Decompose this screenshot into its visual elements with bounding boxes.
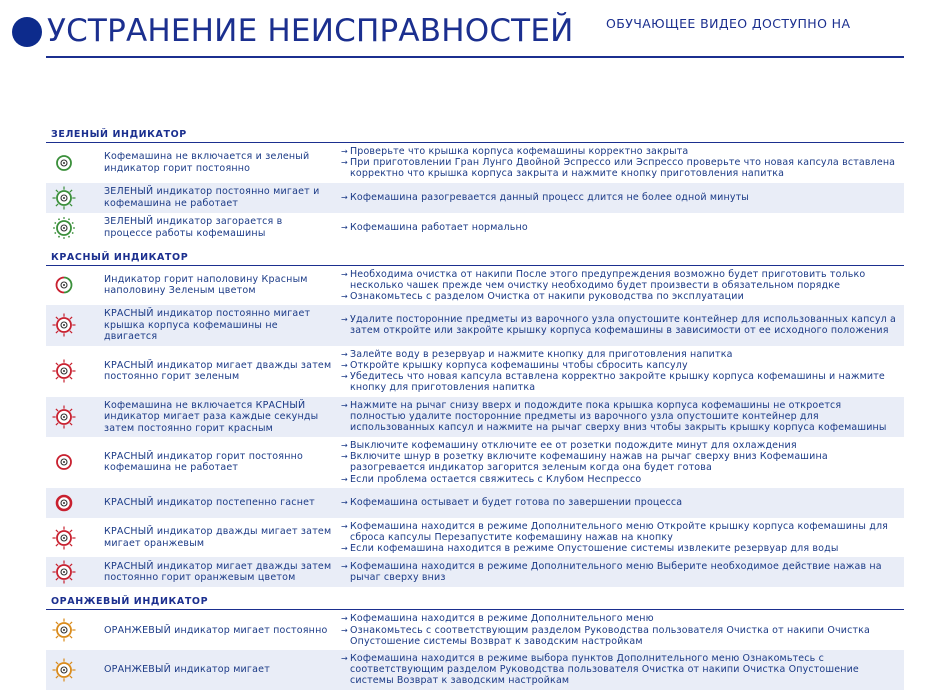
solution-list <box>332 653 904 687</box>
problem-text: КРАСНЫЙ индикатор мигает дважды затем постоянно горит зеленым <box>104 359 332 383</box>
red-blinking-indicator-icon <box>46 359 82 383</box>
solution-item: → Кофемашина находится в режиме Дополнительного меню Откройте крышку корпуса кофемашины для сброса капсулы Перезапустите кофемашину нажав на кнопку <box>342 521 898 543</box>
table-row <box>46 266 904 306</box>
problem-text: КРАСНЫЙ индикатор постоянно мигает крышка корпуса кофемашины не двигается <box>104 308 311 343</box>
table-row <box>46 397 904 438</box>
green-dotted-indicator-icon <box>46 216 82 240</box>
problem-text: КРАСНЫЙ индикатор постепенно гаснет <box>104 497 315 509</box>
solution-list <box>332 521 904 555</box>
page-header <box>0 0 950 60</box>
solution-item: → Ознакомьтесь с разделом Очистка от накипи руководства по эксплуатации <box>342 291 898 302</box>
solution-item: → Кофемашина находится в режиме Дополнительного меню Выберите необходимое действие нажав на рычаг сверху вниз <box>342 561 898 583</box>
solution-item: → Ознакомьтесь с соответствующим разделом Руководства пользователя Очистка от накипи Очистка Опустошение системы Возврат к заводским настройкам <box>342 625 898 647</box>
red-blinking-indicator-icon <box>46 526 82 550</box>
table-row <box>46 183 904 213</box>
table-row <box>46 518 904 558</box>
section-title: ЗЕЛЕНЫЙ ИНДИКАТОР <box>51 129 187 140</box>
solution-list <box>332 497 904 508</box>
table-row <box>46 650 904 690</box>
table-row <box>46 143 904 183</box>
solution-list <box>332 400 904 434</box>
solution-item: → Откройте крышку корпуса кофемашины чтобы сбросить капсулу <box>342 360 898 371</box>
brand-dot <box>12 17 42 47</box>
problem-text: ОРАНЖЕВЫЙ индикатор мигает постоянно <box>104 624 328 636</box>
video-note: ОБУЧАЮЩЕЕ ВИДЕО ДОСТУПНО НА <box>606 16 851 31</box>
orange-blinking-indicator-icon <box>46 618 82 642</box>
solution-item: → Нажмите на рычаг снизу вверх и подождите пока крышка корпуса кофемашины не откроется полностью удалите посторонние предметы из варочного узла опустошите контейнер для использованных капсул и нажмите на рычаг сверху вниз чтобы закрыть крышку корпуса кофемашины <box>342 400 898 434</box>
solution-item: → Убедитесь что новая капсула вставлена корректно закройте крышку корпуса кофемашины и нажмите кнопку для приготовления напитка <box>342 371 898 393</box>
green-solid-indicator-icon <box>46 151 82 175</box>
solution-item: → Кофемашина находится в режиме Дополнительного меню <box>342 613 898 624</box>
header-divider <box>46 56 904 58</box>
red-blinking-indicator-icon <box>46 405 82 429</box>
table-row <box>46 213 904 243</box>
red-blinking-indicator-icon <box>46 560 82 584</box>
solution-list <box>332 222 904 233</box>
solution-list <box>332 349 904 394</box>
solution-item: → Кофемашина остывает и будет готова по завершении процесса <box>342 497 898 508</box>
solution-list <box>332 613 904 647</box>
table-row <box>46 488 904 518</box>
problem-text: Кофемашина не включается КРАСНЫЙ индикатор мигает раза каждые секунды затем постоянно горит красным <box>104 399 319 434</box>
red-fading-indicator-icon <box>46 491 82 515</box>
red-blinking-indicator-icon <box>46 313 82 337</box>
problem-text: КРАСНЫЙ индикатор горит постоянно кофемашина не работает <box>104 450 304 474</box>
troubleshooting-table <box>46 127 904 690</box>
solution-item: → Кофемашина работает нормально <box>342 222 898 233</box>
problem-text: КРАСНЫЙ индикатор мигает дважды затем постоянно горит оранжевым цветом <box>104 560 332 584</box>
problem-text: ОРАНЖЕВЫЙ индикатор мигает <box>104 664 270 676</box>
section-gap <box>46 243 904 250</box>
solution-list <box>332 561 904 583</box>
solution-item: → Выключите кофемашину отключите ее от розетки подождите минут для охлаждения <box>342 440 898 451</box>
solution-list <box>332 146 904 180</box>
solution-list <box>332 314 904 336</box>
orange-blinking-indicator-icon <box>46 658 82 682</box>
red-solid-indicator-icon <box>46 450 82 474</box>
table-row <box>46 437 904 488</box>
solution-item: → Необходима очистка от накипи После этого предупреждения возможно будет приготовить только несколько чашек прежде чем очистку необходимо будет произвести в обязательном порядке <box>342 269 898 291</box>
solution-item: → Проверьте что крышка корпуса кофемашины корректно закрыта <box>342 146 898 157</box>
section-title: КРАСНЫЙ ИНДИКАТОР <box>51 251 189 263</box>
section-title: ОРАНЖЕВЫЙ ИНДИКАТОР <box>51 596 209 608</box>
section-gap <box>46 587 904 594</box>
solution-item: → Залейте воду в резервуар и нажмите кнопку для приготовления напитка <box>342 349 898 360</box>
solution-item: → Если проблема остается свяжитесь с Клубом Неспрессо <box>342 474 898 485</box>
solution-list <box>332 192 904 203</box>
green-blinking-indicator-icon <box>46 186 82 210</box>
solution-item: → При приготовлении Гран Лунго Двойной Эспрессо или Эспрессо проверьте что новая капсула вставлена корректно что крышка корпуса закрыта и нажмите кнопку приготовления напитка <box>342 157 898 179</box>
problem-text: КРАСНЫЙ индикатор дважды мигает затем мигает оранжевым <box>104 526 332 549</box>
solution-item: → Если кофемашина находится в режиме Опустошение системы извлеките резервуар для воды <box>342 543 898 554</box>
solution-item: → Удалите посторонние предметы из варочного узла опустошите контейнер для использованных капсул а затем откройте или закройте крышку корпуса кофемашины в зависимости от ее исходного положения <box>342 314 898 336</box>
solution-item: → Кофемашина разогревается данный процесс длится не более одной минуты <box>342 192 898 203</box>
problem-text: ЗЕЛЕНЫЙ индикатор загорается в процессе работы кофемашины <box>104 216 283 239</box>
half-red-green-indicator-icon <box>46 273 82 297</box>
table-row <box>46 305 904 346</box>
table-row <box>46 610 904 650</box>
table-row <box>46 557 904 587</box>
problem-text: Индикатор горит наполовину Красным наполовину Зеленым цветом <box>104 273 308 297</box>
page-title: УСТРАНЕНИЕ НЕИСПРАВНОСТЕЙ <box>47 13 574 49</box>
solution-item: → Кофемашина находится в режиме выбора пунктов Дополнительного меню Ознакомьтесь с соответствующим разделом Руководства пользователя Очистка от накипи Очистка Опустошение системы Возврат к заводским настройкам <box>342 653 898 687</box>
table-row <box>46 346 904 397</box>
solution-list <box>332 440 904 485</box>
problem-text: ЗЕЛЕНЫЙ индикатор постоянно мигает и кофемашина не работает <box>104 186 320 209</box>
solution-list <box>332 269 904 303</box>
solution-item: → Включите шнур в розетку включите кофемашину нажав на рычаг сверху вниз Кофемашина разогревается индикатор загорится зеленым когда она будет готова <box>342 451 898 473</box>
problem-text: Кофемашина не включается и зеленый индикатор горит постоянно <box>104 151 310 174</box>
